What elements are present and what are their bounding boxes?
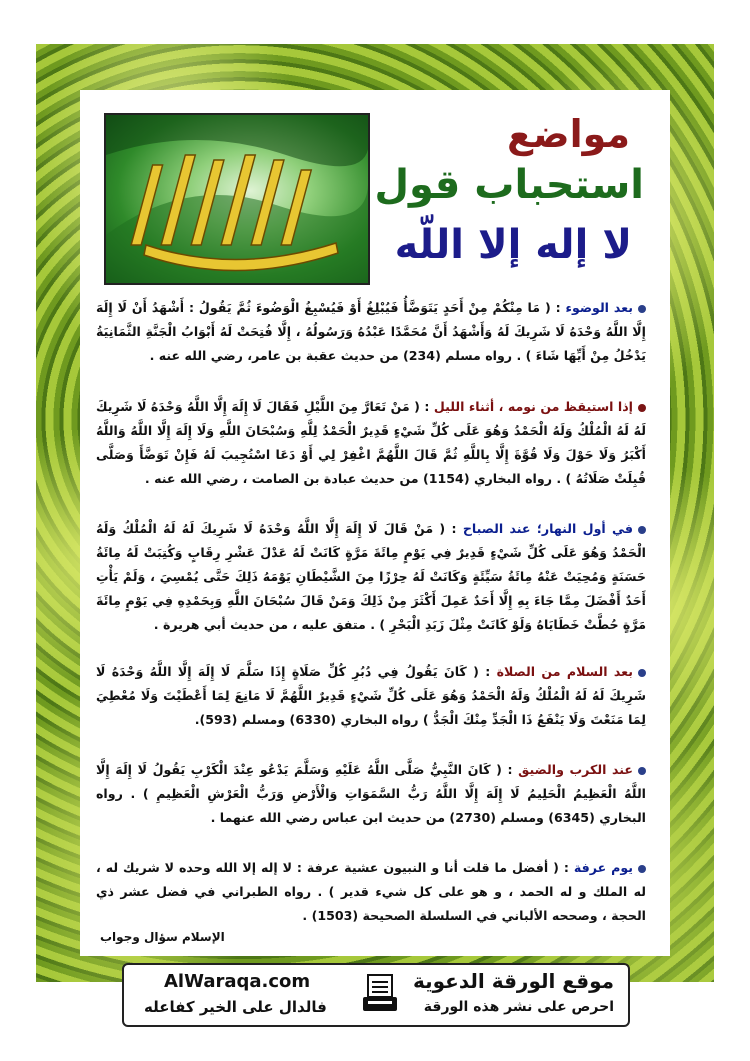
item-label: يوم عرفة: [573, 860, 633, 875]
site-link[interactable]: AlWaraqa.com: [164, 971, 311, 992]
item-text: : ( مَنْ قَالَ لَا إِلَهَ إِلَّا اللَّهُ وَحْدَهُ لَا شَرِيكَ لَهُ لَهُ الْمُلْكُ وَلَهُ الْحَمْدُ وَهُوَ عَلَى كُلِّ شَيْءٍ قَدِيرٌ فِي يَوْمٍ مِائَةَ مَرَّةٍ كَانَتْ لَهُ عَدْلَ عَشْرِ رِقَابٍ وَكُتِبَتْ لَهُ مِائَةُ حَسَنَةٍ وَمُحِيَتْ عَنْهُ مِائَةُ سَيِّئَةٍ وَكَانَتْ لَهُ حِرْزًا مِنَ الشَّيْطَانِ يَوْمَهُ ذَلِكَ حَتَّى يُمْسِيَ ، وَلَمْ يَأْتِ أَحَدٌ أَفْضَلَ مِمَّا جَاءَ بِهِ إِلَّا أَحَدٌ عَمِلَ أَكْثَرَ مِنْ ذَلِكَ وَمَنْ قَالَ سُبْحَانَ اللَّهِ وَبِحَمْدِهِ فِي يَوْمٍ مِائَةَ مَرَّةٍ حُطَّتْ خَطَايَاهُ وَلَوْ كَانَتْ مِثْلَ زَبَدِ الْبَحْرِ ) . متفق عليه ، من حديث أبي هريرة .: [96, 521, 646, 632]
item-text: : ( مَا مِنْكُمْ مِنْ أَحَدٍ يَتَوَضَّأُ فَيُبْلِغُ أَوْ فَيُسْبِغُ الْوَضُوءَ ثُمَّ يَقُولُ : أَشْهَدُ أَنْ لَا إِلَهَ إِلَّا اللَّهُ وَحْدَهُ لَا شَرِيكَ لَهُ وَأَشْهَدُ أَنَّ مُحَمَّدًا عَبْدُهُ وَرَسُولُهُ ، إِلَّا فُتِحَتْ لَهُ أَبْوَابُ الْجَنَّةِ الثَّمَانِيَةُ يَدْخُلُ مِنْ أَيِّهَا شَاءَ ) . رواه مسلم (234) من حديث عقبة بن عامر، رضي الله عنه .: [96, 300, 646, 363]
title-line-3: لا إله إلا اللّه: [394, 222, 632, 268]
title-line-1: مواضع: [506, 112, 630, 156]
source-credit: الإسلام سؤال وجواب: [100, 930, 225, 944]
footer-subtitle: احرص على نشر هذه الورقة: [423, 999, 614, 1015]
bullet-icon: [638, 404, 646, 412]
item-night-waking: [96, 395, 646, 491]
bullet-icon: [638, 865, 646, 873]
item-text: : ( مَنْ تَعَارَّ مِنَ اللَّيْلِ فَقَالَ لَا إِلَهَ إِلَّا اللَّهُ وَحْدَهُ لَا شَرِيكَ لَهُ لَهُ الْمُلْكُ وَلَهُ الْحَمْدُ وَهُوَ عَلَى كُلِّ شَيْءٍ قَدِيرٌ الْحَمْدُ لِلَّهِ وَسُبْحَانَ اللَّهِ وَلَا إِلَهَ إِلَّا اللَّهُ وَاللَّهُ أَكْبَرُ وَلَا حَوْلَ وَلَا قُوَّةَ إِلَّا بِاللَّهِ ثُمَّ قَالَ اللَّهُمَّ اغْفِرْ لِي أَوْ دَعَا اسْتُجِيبَ لَهُ فَإِنْ تَوَضَّأَ وَصَلَّى قُبِلَتْ صَلَاتُهُ ) . رواه البخاري (1154) من حديث عبادة بن الصامت ، رضي الله عنه .: [96, 399, 646, 486]
item-morning: [96, 517, 646, 637]
calligraphy-art: [106, 115, 368, 283]
calligraphy-logo: [104, 113, 370, 285]
bullet-icon: [638, 767, 646, 775]
item-label: بعد الوضوء: [565, 300, 633, 315]
bullet-icon: [638, 526, 646, 534]
footer-slogan: فالدال على الخير كفاعله: [144, 998, 327, 1016]
item-distress: [96, 758, 646, 830]
item-text: : ( أفضل ما قلت أنا و النبيون عشية عرفة : لا إله إلا الله وحده لا شريك له ، له الملك و له الحمد ، و هو على كل شيء قدير ) . رواه الطبراني في فضل عشر ذي الحجة ، وصححه الألباني في السلسلة الصحيحة (1503) .: [96, 860, 646, 923]
item-label: عند الكرب والضيق: [518, 762, 634, 777]
bullet-icon: [638, 669, 646, 677]
item-text: : ( كَانَ يَقُولُ فِي دُبُرِ كُلِّ صَلَاةٍ إِذَا سَلَّمَ لَا إِلَهَ إِلَّا اللَّهُ وَحْدَهُ لَا شَرِيكَ لَهُ لَهُ الْمُلْكُ وَلَهُ الْحَمْدُ وَهُوَ عَلَى كُلِّ شَيْءٍ قَدِيرٌ اللَّهُمَّ لَا مَانِعَ لِمَا أَعْطَيْتَ وَلَا مُعْطِيَ لِمَا مَنَعْتَ وَلَا يَنْفَعُ ذَا الْجَدِّ مِنْكَ الْجَدُّ ) رواه البخاري (6330) ومسلم (593).: [96, 664, 646, 727]
footer-banner: [122, 963, 630, 1027]
paper-printer-icon: [362, 973, 398, 1013]
item-after-prayer: [96, 660, 646, 732]
footer-site-name: موقع الورقة الدعوية: [412, 969, 614, 993]
item-after-wudu: [96, 296, 646, 368]
item-text: : ( كَانَ النَّبِيُّ صَلَّى اللَّهُ عَلَيْهِ وَسَلَّمَ يَدْعُو عِنْدَ الْكَرْبِ يَقُولُ لَا إِلَهَ إِلَّا اللَّهُ الْعَظِيمُ الْحَلِيمُ لَا إِلَهَ إِلَّا اللَّهُ رَبُّ السَّمَوَاتِ وَالْأَرْضِ وَرَبُّ الْعَرْشِ الْعَظِيمِ ) . رواه البخاري (6345) ومسلم (2730) من حديث ابن عباس رضي الله عنهما .: [96, 762, 646, 825]
title-line-2: استحباب قول: [374, 162, 644, 208]
item-label: في أول النهار؛ عند الصباح: [462, 521, 633, 536]
item-label: بعد السلام من الصلاة: [496, 664, 633, 679]
item-arafah: [96, 856, 646, 928]
item-label: إذا استيقظ من نومه ، أثناء الليل: [433, 399, 633, 414]
bullet-icon: [638, 305, 646, 313]
